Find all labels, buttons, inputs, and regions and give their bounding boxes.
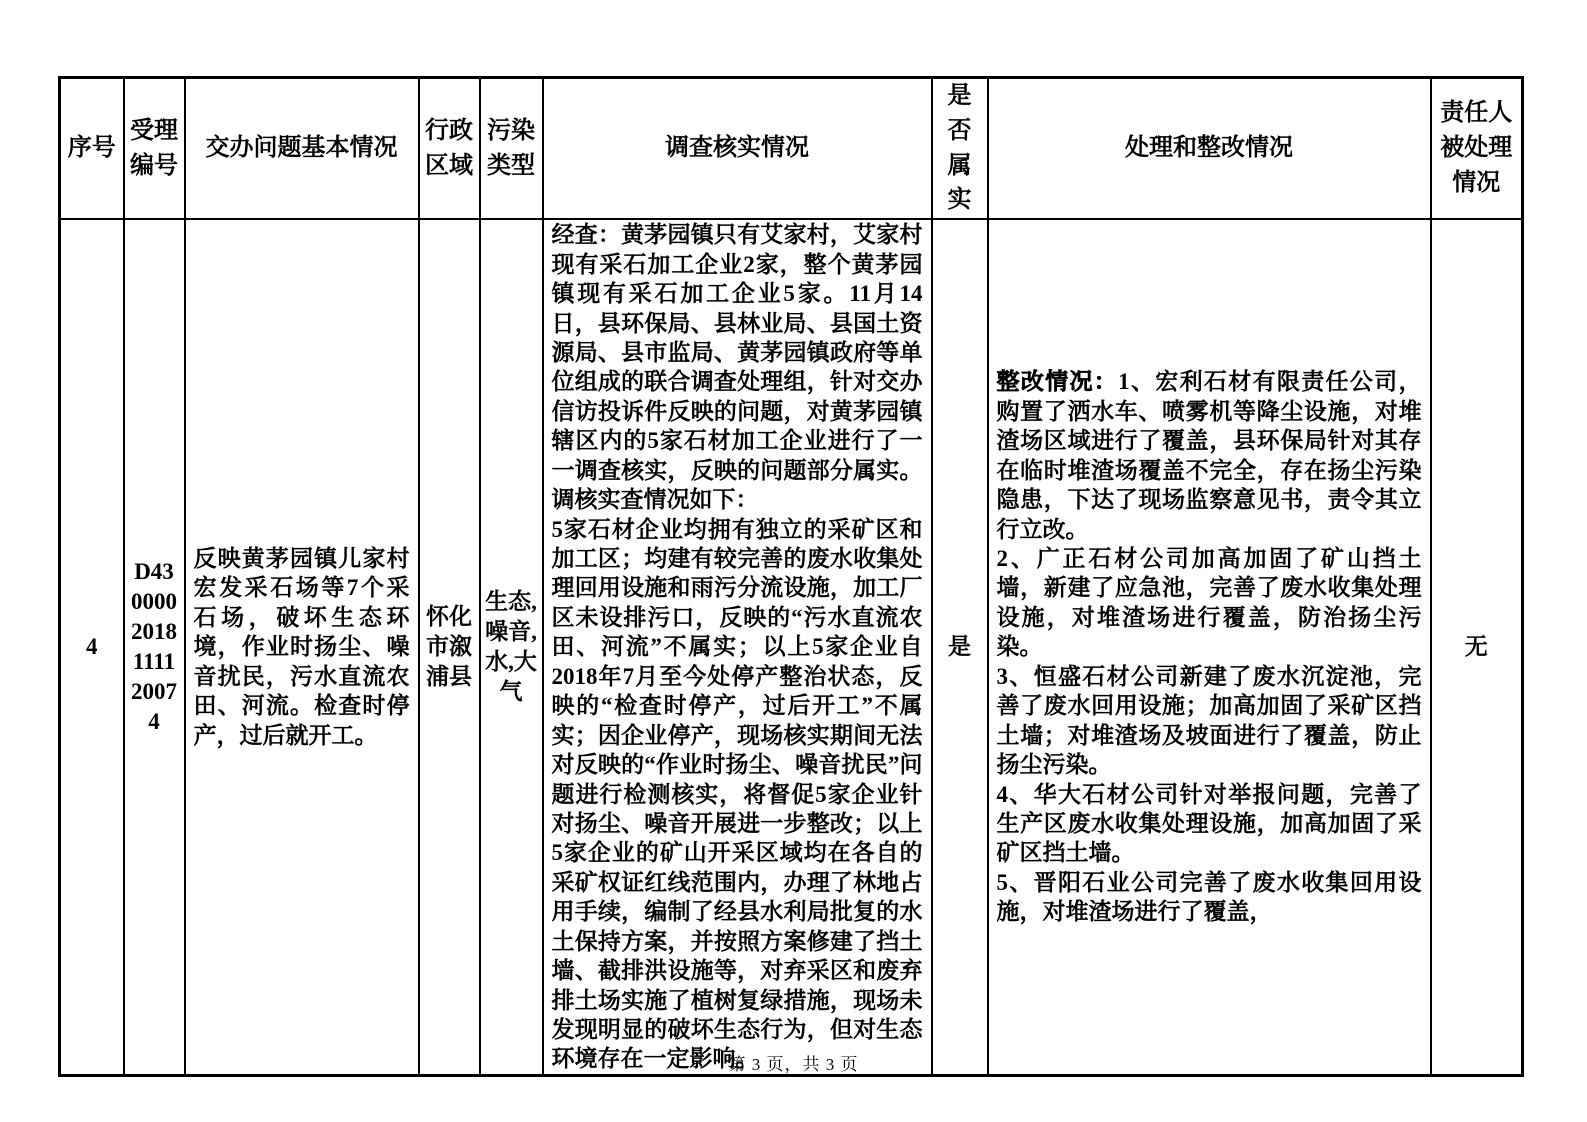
cell-problem [185,219,419,1075]
col-header-investigation: 调查核实情况 [543,78,932,220]
investigation-paragraph: 经查：黄茅园镇只有艾家村，艾家村现有采石加工企业2家，整个黄茅园镇现有采石加工企业5家。11月14日，县环保局、县林业局、县国土资源局、县市监局、黄茅园镇政府等单位组成的联合调查处理组，针对交办信访投诉件反映的问题，对黄茅园镇辖区内的5家石材加工企业进行了一一调查核实，反映的问题部分属实。调核实查情况如下： [551,222,923,513]
investigation-paragraph: 5家石材企业均拥有独立的采矿区和加工区；均建有较完善的废水收集处理回用设施和雨污分流设施，加工厂区未设排污口，反映的“污水直流农田、河流”不属实；以上5家企业自2018年7月至今处停产整治状态，反映的“检查时停产，过后开工”不属实；因企业停产，现场核实期间无法对反映的“作业时扬尘、噪音扰民”问题进行检测核实，将督促5家企业针对扬尘、噪音开展进一步整改；以上5家企业的矿山开采区域均在各自的采矿权证红线范围内，办理了林地占用手续，编制了经县水利局批复的水土保持方案，并按照方案修建了挡土墙、截排洪设施等，对弃采区和废弃排土场实施了植树复绿措施，现场未发现明显的破坏生态行为，但对生态环境存在一定影响。 [551,516,923,1072]
cell-rectification [988,219,1431,1075]
rectification-item: 1、宏利石材有限责任公司，购置了洒水车、喷雾机等降尘设施，对堆渣场区域进行了覆盖，县环保局针对其存在临时堆渣场覆盖不完全，存在扬尘污染隐患，下达了现场监察意见书，责令其立行立改。 [996,369,1422,542]
col-header-problem: 交办问题基本情况 [185,78,419,220]
table-header-row [60,78,1523,220]
rectification-lead-label: 整改情况： [996,369,1119,395]
complaint-handling-table [58,76,1524,1077]
cell-pollution-type: 生态,噪音,水,大气 [480,219,543,1075]
col-header-pollution-type: 污染类型 [480,78,543,220]
col-header-rectification: 处理和整改情况 [988,78,1431,220]
problem-text: 反映黄茅园镇儿家村宏发采石场等7个采石场，破坏生态环境，作业时扬尘、噪音扰民，污水直流农田、河流。检查时停产，过后就开工。 [193,546,410,748]
cell-responsible-handled: 无 [1431,219,1523,1075]
col-header-verified: 是否属实 [932,78,988,220]
cell-seq: 4 [60,219,124,1075]
rectification-item: 4、华大石材公司针对举报问题，完善了生产区废水收集处理设施，加高加固了采矿区挡土墙。 [996,781,1422,866]
rectification-item: 5、晋阳石业公司完善了废水收集回用设施，对堆渣场进行了覆盖， [996,869,1422,925]
rectification-item: 2、广正石材公司加高加固了矿山挡土墙，新建了应急池，完善了废水收集处理设施，对堆渣场进行覆盖，防治扬尘污染。 [996,546,1422,660]
col-header-seq: 序号 [60,78,124,220]
page-number-footer: 第 3 页，共 3 页 [728,1055,859,1074]
col-header-case-no: 受理编号 [124,78,185,220]
cell-investigation [543,219,932,1075]
rectification-paragraph [997,367,1422,544]
cell-region: 怀化市溆浦县 [419,219,480,1075]
col-header-region: 行政区域 [419,78,480,220]
table-row [60,219,1523,1075]
rectification-item: 3、恒盛石材公司新建了废水沉淀池，完善了废水回用设施；加高加固了采矿区挡土墙；对堆渣场及坡面进行了覆盖，防止扬尘污染。 [996,663,1422,778]
cell-verified: 是 [932,219,988,1075]
cell-case-no: D4300002018111120074 [124,219,185,1075]
col-header-responsible: 责任人被处理情况 [1431,78,1523,220]
